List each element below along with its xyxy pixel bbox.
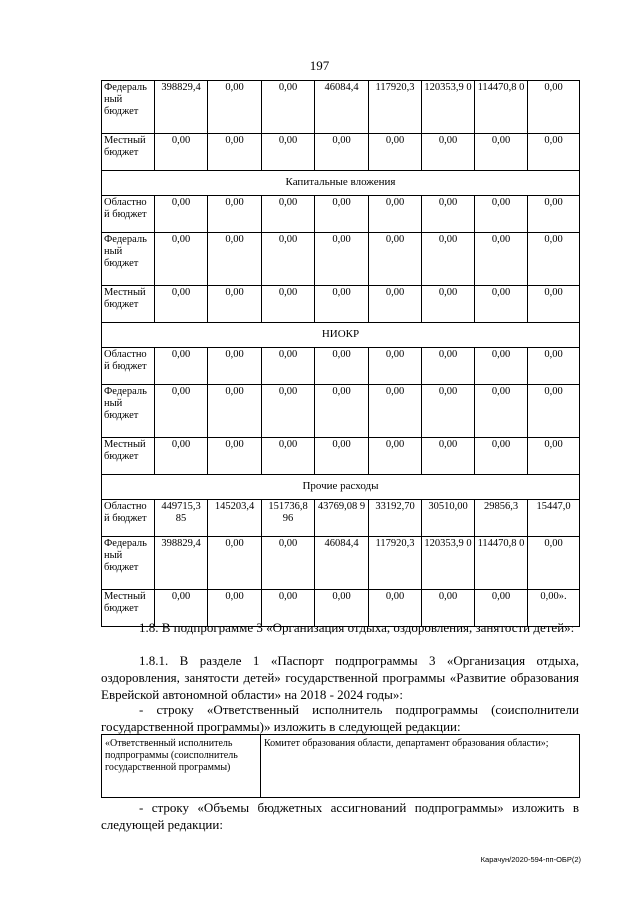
amount-cell: 0,00 [155, 438, 208, 475]
budget-source-label: Местный бюджет [102, 286, 155, 323]
amount-cell: 0,00 [315, 438, 369, 475]
amount-cell: 0,00 [315, 134, 369, 171]
amount-cell: 0,00 [155, 385, 208, 438]
amount-cell: 145203,4 [208, 500, 262, 537]
amount-cell: 0,00 [155, 233, 208, 286]
section-header-row [102, 323, 580, 348]
amount-cell: 0,00 [369, 348, 422, 385]
amount-cell: 449715,3 85 [155, 500, 208, 537]
budget-source-label: Областно й бюджет [102, 348, 155, 385]
amount-cell: 0,00 [422, 385, 475, 438]
budget-source-label: Областно й бюджет [102, 196, 155, 233]
amount-cell: 120353,9 0 [422, 537, 475, 590]
amount-cell: 0,00 [528, 233, 580, 286]
amount-cell: 0,00 [208, 134, 262, 171]
amount-cell: 0,00 [155, 134, 208, 171]
amount-cell: 0,00 [208, 590, 262, 627]
amount-cell: 0,00 [262, 537, 315, 590]
section-title: Капитальные вложения [102, 171, 580, 196]
amount-cell: 29856,3 [475, 500, 528, 537]
amount-cell: 15447,0 [528, 500, 580, 537]
amount-cell: 0,00 [208, 196, 262, 233]
amount-cell: 0,00 [528, 537, 580, 590]
table-row [102, 348, 580, 385]
section-title: НИОКР [102, 323, 580, 348]
amount-cell: 0,00 [422, 348, 475, 385]
budget-source-label: Местный бюджет [102, 590, 155, 627]
amount-cell: 398829,4 [155, 537, 208, 590]
budget-source-label: Местный бюджет [102, 438, 155, 475]
amount-cell: 0,00 [528, 348, 580, 385]
table-row [102, 134, 580, 171]
paragraph-budget-row: - строку «Объемы бюджетных ассигнований подпрограммы» изложить в следующей редакции: [101, 800, 579, 832]
amount-cell: 0,00 [475, 196, 528, 233]
executor-label-cell: «Ответственный исполнитель подпрограммы (соисполнитель государственной программы) [102, 735, 261, 798]
amount-cell: 0,00 [315, 590, 369, 627]
table-row [102, 81, 580, 134]
amount-cell: 0,00 [422, 438, 475, 475]
executor-value-cell: Комитет образования области, департамент образования области»; [261, 735, 580, 798]
executor-table [101, 734, 580, 798]
amount-cell: 0,00 [422, 196, 475, 233]
amount-cell: 30510,00 [422, 500, 475, 537]
amount-cell: 0,00 [528, 81, 580, 134]
amount-cell: 0,00 [369, 196, 422, 233]
amount-cell: 0,00 [475, 348, 528, 385]
amount-cell: 0,00 [315, 385, 369, 438]
amount-cell: 0,00 [208, 348, 262, 385]
amount-cell: 117920,3 [369, 537, 422, 590]
page-number: 197 [309, 58, 330, 73]
table-row [102, 385, 580, 438]
budget-source-label: Областно й бюджет [102, 500, 155, 537]
amount-cell: 0,00 [208, 81, 262, 134]
amount-cell: 0,00 [528, 438, 580, 475]
amount-cell: 0,00 [422, 233, 475, 286]
amount-cell: 0,00 [475, 438, 528, 475]
amount-cell: 0,00 [369, 233, 422, 286]
amount-cell: 0,00 [369, 590, 422, 627]
amount-cell: 0,00 [528, 286, 580, 323]
amount-cell: 46084,4 [315, 81, 369, 134]
paragraph-subprogram-3: 1.8. В подпрограмме 3 «Организация отдыха, оздоровления, занятости детей»: [139, 620, 575, 635]
amount-cell: 0,00 [475, 385, 528, 438]
amount-cell: 0,00 [475, 590, 528, 627]
table-row [102, 286, 580, 323]
table-row [102, 196, 580, 233]
amount-cell: 0,00 [369, 286, 422, 323]
section-header-row [102, 475, 580, 500]
amount-cell: 0,00 [369, 134, 422, 171]
amount-cell: 0,00 [369, 438, 422, 475]
amount-cell: 0,00». [528, 590, 580, 627]
table-row [102, 438, 580, 475]
budget-table [101, 80, 580, 627]
budget-source-label: Федераль ный бюджет [102, 385, 155, 438]
amount-cell: 0,00 [262, 134, 315, 171]
amount-cell: 0,00 [475, 233, 528, 286]
amount-cell: 398829,4 [155, 81, 208, 134]
amount-cell: 0,00 [422, 134, 475, 171]
amount-cell: 0,00 [262, 385, 315, 438]
section-title: Прочие расходы [102, 475, 580, 500]
amount-cell: 114470,8 0 [475, 537, 528, 590]
section-header-row [102, 171, 580, 196]
budget-source-label: Местный бюджет [102, 134, 155, 171]
table-row [102, 233, 580, 286]
amount-cell: 0,00 [208, 385, 262, 438]
table-row [102, 500, 580, 537]
amount-cell: 0,00 [262, 286, 315, 323]
amount-cell: 0,00 [155, 286, 208, 323]
amount-cell: 151736,8 96 [262, 500, 315, 537]
amount-cell: 0,00 [369, 385, 422, 438]
budget-source-label: Федераль ный бюджет [102, 537, 155, 590]
amount-cell: 0,00 [262, 233, 315, 286]
table-row [102, 537, 580, 590]
amount-cell: 43769,08 9 [315, 500, 369, 537]
amount-cell: 0,00 [155, 590, 208, 627]
amount-cell: 0,00 [315, 233, 369, 286]
amount-cell: 0,00 [262, 590, 315, 627]
budget-source-label: Федераль ный бюджет [102, 233, 155, 286]
amount-cell: 0,00 [208, 233, 262, 286]
document-footer-code: Карачун/2020-594-пп-ОБР(2) [480, 855, 581, 864]
amount-cell: 0,00 [155, 348, 208, 385]
amount-cell: 120353,9 0 [422, 81, 475, 134]
amount-cell: 0,00 [528, 134, 580, 171]
amount-cell: 0,00 [475, 134, 528, 171]
amount-cell: 0,00 [315, 348, 369, 385]
amount-cell: 46084,4 [315, 537, 369, 590]
amount-cell: 0,00 [475, 286, 528, 323]
amount-cell: 0,00 [315, 196, 369, 233]
amount-cell: 0,00 [208, 438, 262, 475]
amount-cell: 0,00 [528, 196, 580, 233]
amount-cell: 0,00 [262, 196, 315, 233]
amount-cell: 0,00 [208, 286, 262, 323]
amount-cell: 0,00 [528, 385, 580, 438]
amount-cell: 0,00 [208, 537, 262, 590]
paragraph-executor-row: - строку «Ответственный исполнитель подпрограммы (соисполнители государственной программы)» изложить в следующей редакции: [101, 702, 579, 734]
amount-cell: 0,00 [262, 438, 315, 475]
amount-cell: 0,00 [262, 348, 315, 385]
amount-cell: 33192,70 [369, 500, 422, 537]
amount-cell: 0,00 [315, 286, 369, 323]
amount-cell: 0,00 [262, 81, 315, 134]
amount-cell: 0,00 [422, 590, 475, 627]
paragraph-section-1: 1.8.1. В разделе 1 «Паспорт подпрограммы 3 «Организация отдыха, оздоровления, занятости детей» государственной программы «Развитие образования Еврейской автономной области» на 2018 - 2024 годы»: [101, 653, 579, 702]
amount-cell: 0,00 [155, 196, 208, 233]
amount-cell: 0,00 [422, 286, 475, 323]
amount-cell: 114470,8 0 [475, 81, 528, 134]
amount-cell: 117920,3 [369, 81, 422, 134]
executor-row [102, 735, 580, 798]
budget-source-label: Федераль ный бюджет [102, 81, 155, 134]
